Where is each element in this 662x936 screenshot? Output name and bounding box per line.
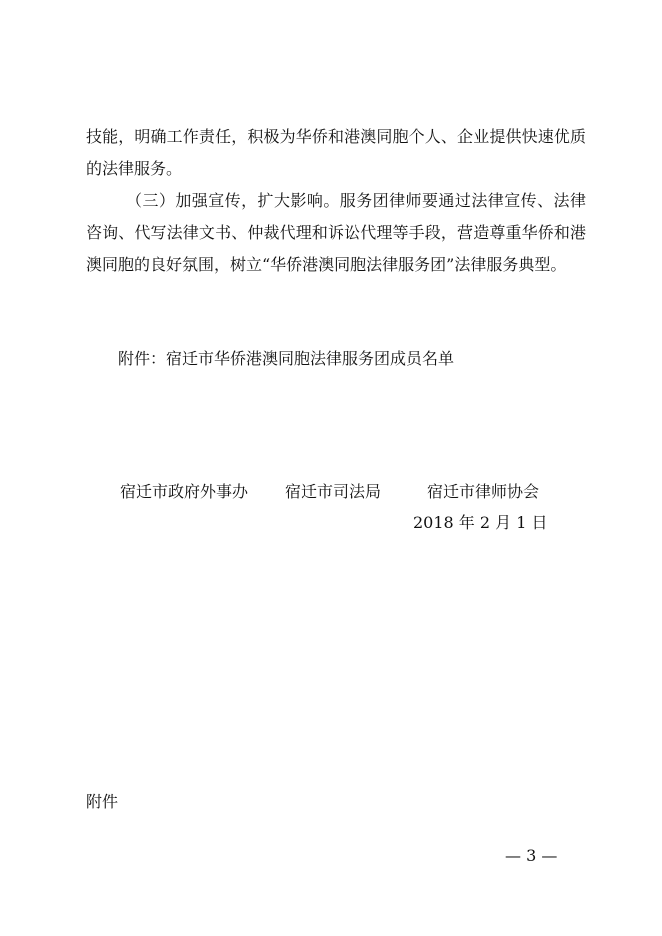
issuer-justice-bureau: 宿迁市司法局 xyxy=(285,482,382,501)
issuer-lawyers-association: 宿迁市律师协会 xyxy=(427,482,540,501)
attachment-heading: 附件 xyxy=(86,792,119,811)
body-paragraph-1: 技能，明确工作责任，积极为华侨和港澳同胞个人、企业提供快速优质的法律服务。 xyxy=(86,127,586,178)
body-paragraph-2: （三）加强宣传，扩大影响。服务团律师要通过法律宣传、法律咨询、代写法律文书、仲裁代理和诉讼代理等手段，营造尊重华侨和港澳同胞的良好氛围，树立“华侨港澳同胞法律服务团”法律服务典型。 xyxy=(86,191,586,274)
page-number: — 3 — xyxy=(505,846,558,865)
issuer-foreign-affairs-office: 宿迁市政府外事办 xyxy=(120,482,249,501)
issue-date: 2018 年 2 月 1 日 xyxy=(413,513,548,532)
attachment-note: 附件：宿迁市华侨港澳同胞法律服务团成员名单 xyxy=(118,349,455,368)
